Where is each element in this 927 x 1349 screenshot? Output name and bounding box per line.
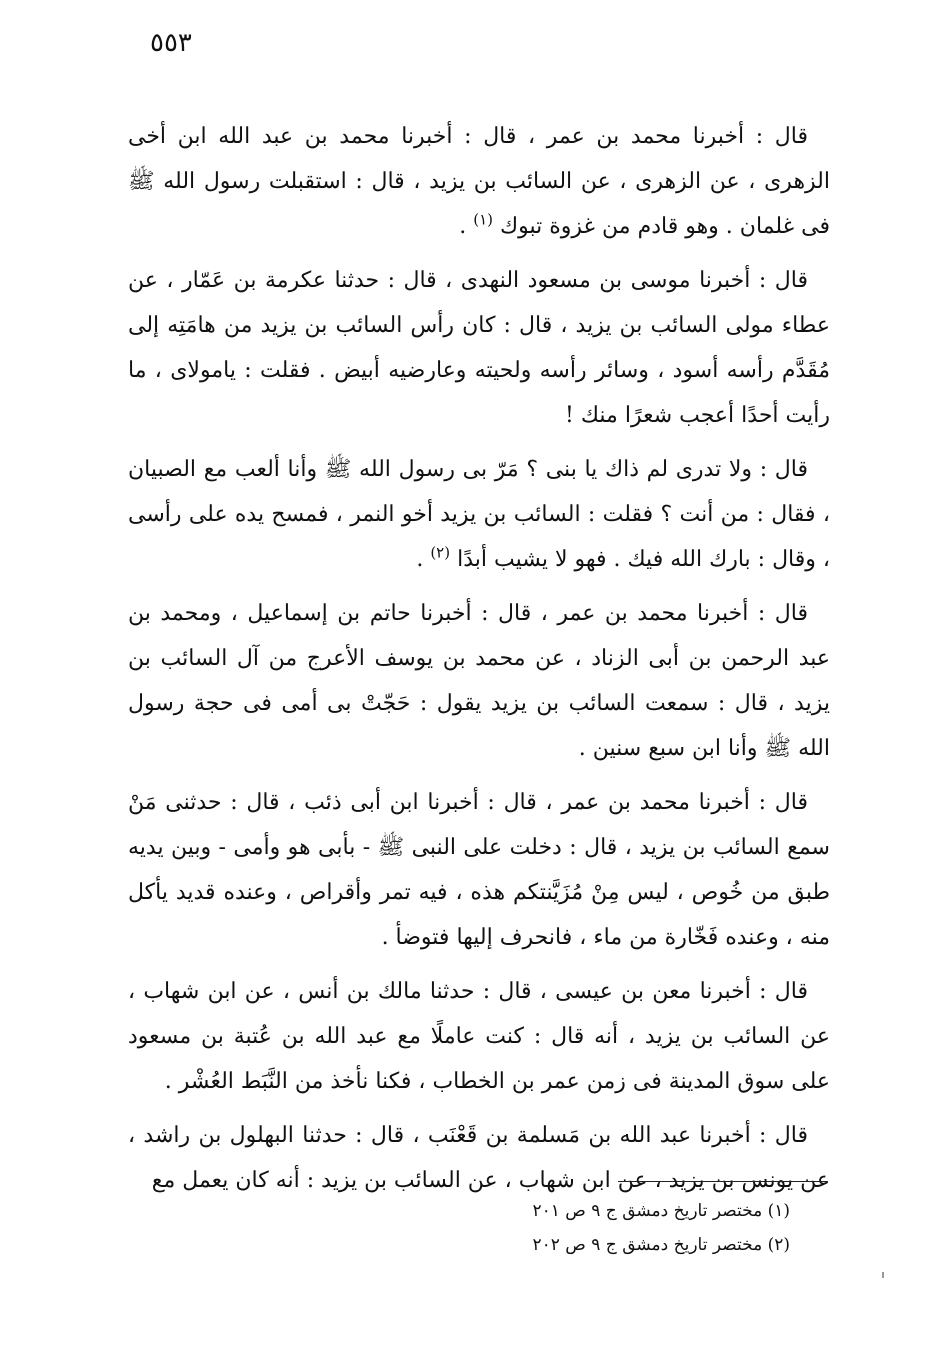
paragraph-6 bbox=[128, 969, 830, 1104]
paragraph-text: قال : أخبرنا محمد بن عمر ، قال : أخبرنا ابن أبى ذئب ، قال : حدثنى مَنْ سمع السائب بن يزيد ، قال : دخلت على النبى ﷺ - بأبى هو وأمى - وبين يديه طبق من خُوص ، ليس مِنْ مُزَيَّنتكم هذه ، فيه تمر وأقراص ، وعنده قديد يأكل منه ، وعنده فَخّارة من ماء ، فانحرف إليها فتوضأ . bbox=[128, 790, 830, 950]
paragraph-1 bbox=[128, 114, 830, 249]
paragraph-text: قال : أخبرنا عبد الله بن مَسلمة بن قَعْنَب ، قال : حدثنا البهلول بن راشد ، عن يونس بن يزيد ، عن ابن شهاب ، عن السائب بن يزيد : أنه كان يعمل مع bbox=[128, 1123, 830, 1193]
footnote-marker: (٢) bbox=[430, 543, 451, 562]
paragraph-3 bbox=[128, 447, 830, 582]
paragraph-text: قال : أخبرنا محمد بن عمر ، قال : أخبرنا محمد بن عبد الله ابن أخى الزهرى ، عن الزهرى ، عن السائب بن يزيد ، قال : استقبلت رسول الله ﷺ فى غلمان . وهو قادم من غزوة تبوك bbox=[128, 124, 830, 239]
paragraph-7 bbox=[128, 1113, 830, 1203]
paragraph-tail: . bbox=[416, 547, 431, 572]
paragraph-tail: . bbox=[459, 214, 474, 239]
paragraph-text: قال : أخبرنا محمد بن عمر ، قال : أخبرنا حاتم بن إسماعيل ، ومحمد بن عبد الرحمن بن أبى الزناد ، عن محمد بن يوسف الأعرج من آل السائب بن يزيد ، قال : سمعت السائب بن يزيد يقول : حَجّتْ بى أمى فى حجة رسول الله ﷺ وأنا ابن سبع سنين . bbox=[128, 601, 830, 761]
footnote-marker: (١) bbox=[473, 210, 494, 229]
paragraph-text: قال : أخبرنا معن بن عيسى ، قال : حدثنا مالك بن أنس ، عن ابن شهاب ، عن السائب بن يزيد ، أنه قال : كنت عاملًا مع عبد الله بن عُتبة بن مسعود على سوق المدينة فى زمن عمر بن الخطاب ، فكنا نأخذ من النَّبَط العُشْر . bbox=[128, 979, 830, 1094]
paragraph-5 bbox=[128, 780, 830, 960]
page-number: ٥٥٣ bbox=[150, 28, 192, 58]
footnotes bbox=[300, 1194, 790, 1262]
paragraph-text: قال : ولا تدرى لم ذاك يا بنى ؟ مَرّ بى رسول الله ﷺ وأنا ألعب مع الصبيان ، فقال : من أنت ؟ فقلت : السائب بن يزيد أخو النمر ، فمسح يده على رأسى ، وقال : بارك الله فيك . فهو لا يشيب أبدًا bbox=[128, 457, 830, 572]
footnote-2: (٢) مختصر تاريخ دمشق ج ٩ ص ٢٠٢ bbox=[532, 1235, 790, 1255]
paragraph-text: قال : أخبرنا موسى بن مسعود النهدى ، قال : حدثنا عكرمة بن عَمّار ، عن عطاء مولى السائب بن يزيد ، قال : كان رأس السائب بن يزيد من هامَتِه إلى مُقَدَّم رأسه أسود ، وسائر رأسه ولحيته وعارضيه أبيض . فقلت : يامولاى ، ما رأيت أحدًا أعجب شعرًا منك ! bbox=[128, 268, 830, 428]
footnote-separator bbox=[618, 1181, 828, 1182]
paragraph-4 bbox=[128, 591, 830, 771]
main-text bbox=[128, 114, 830, 1212]
footnote-1: (١) مختصر تاريخ دمشق ج ٩ ص ٢٠١ bbox=[532, 1201, 790, 1221]
scan-speck bbox=[882, 1272, 884, 1278]
paragraph-2 bbox=[128, 258, 830, 438]
